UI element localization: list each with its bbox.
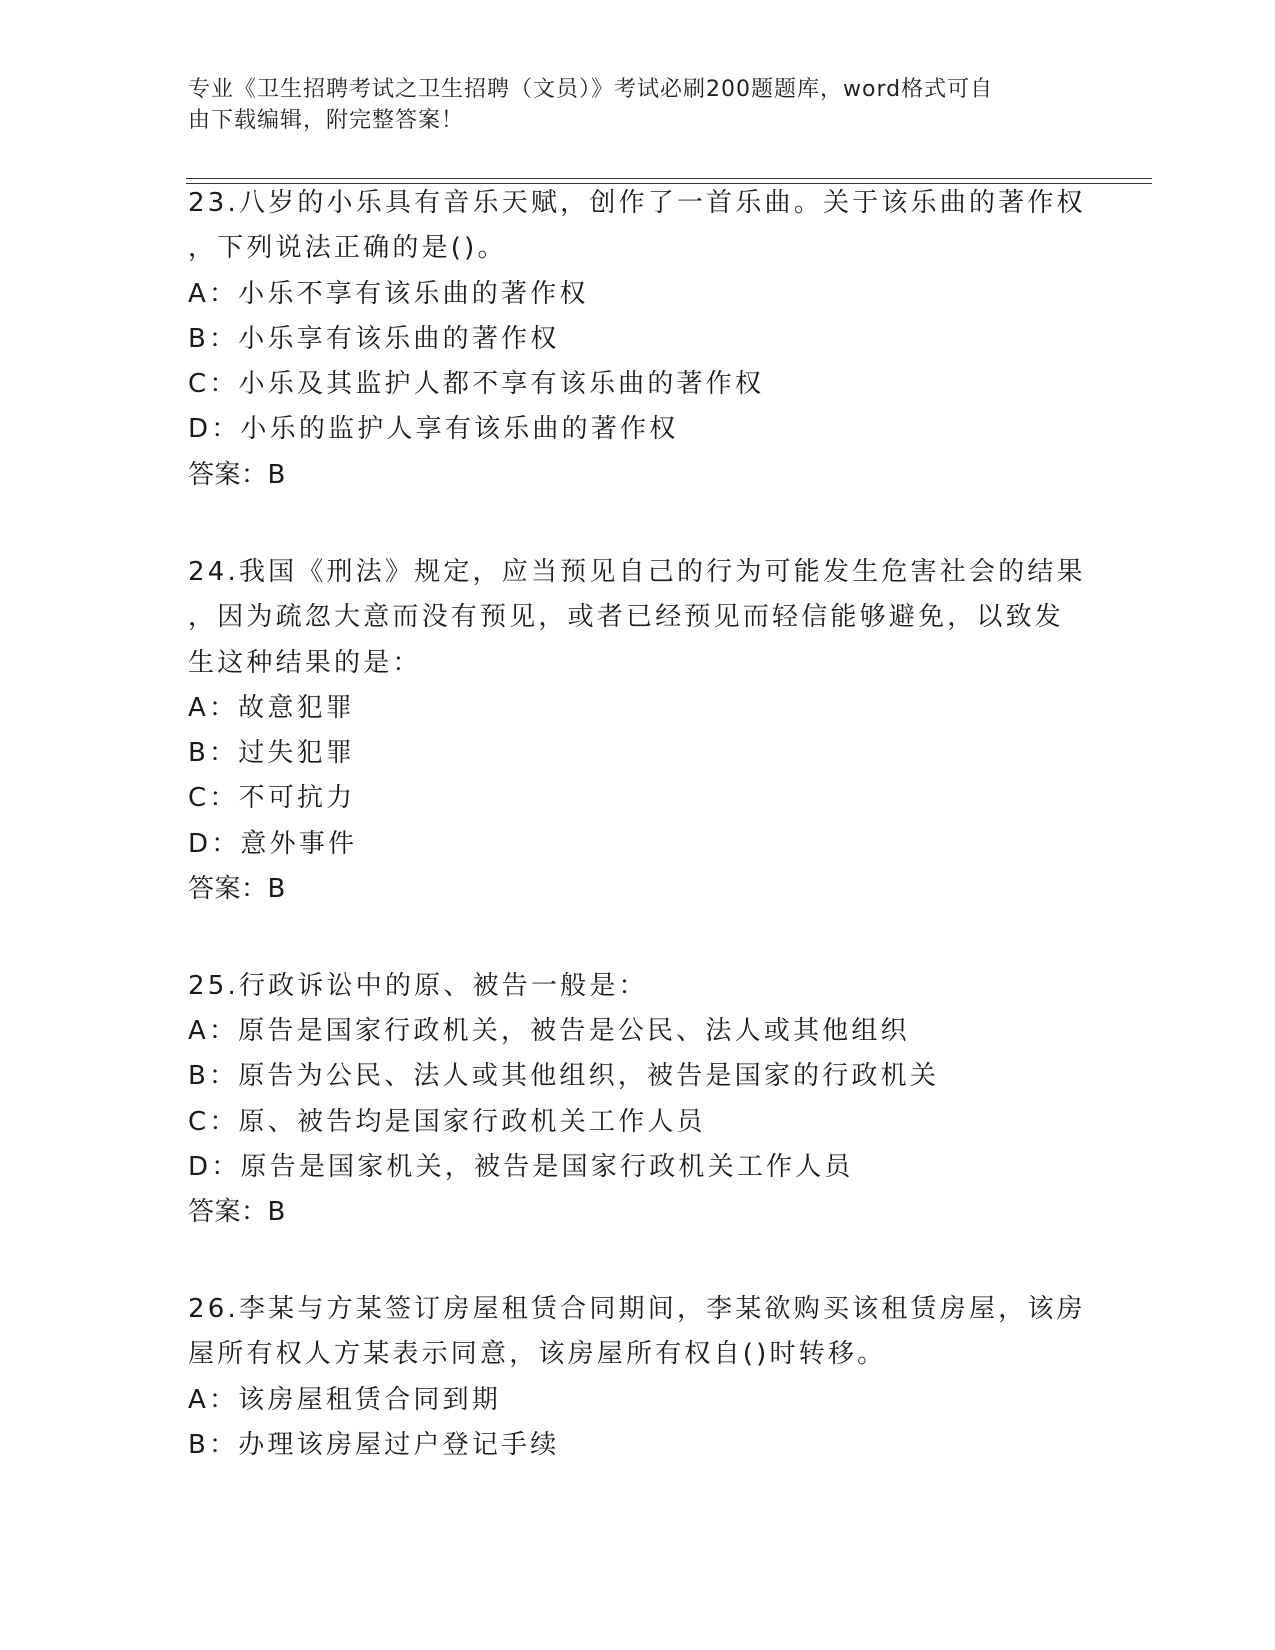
option-b: B：过失犯罪 xyxy=(188,738,356,768)
answer: 答案：B xyxy=(188,1197,286,1227)
option-d: D：小乐的监护人享有该乐曲的著作权 xyxy=(188,414,679,444)
option-a: A：小乐不享有该乐曲的著作权 xyxy=(188,279,589,309)
option-d: D：原告是国家机关，被告是国家行政机关工作人员 xyxy=(188,1152,854,1182)
answer: 答案：B xyxy=(188,460,286,490)
option-c: C：不可抗力 xyxy=(188,783,356,813)
header-line-2: 由下载编辑，附完整答案！ xyxy=(188,108,465,133)
option-b: B：原告为公民、法人或其他组织，被告是国家的行政机关 xyxy=(188,1061,940,1091)
option-a: A：故意犯罪 xyxy=(188,693,355,723)
header-line-1: 专业《卫生招聘考试之卫生招聘（文员）》考试必刷200题题库，word格式可自 xyxy=(188,77,994,102)
question-stem: 屋所有权人方某表示同意，该房屋所有权自()时转移。 xyxy=(188,1339,887,1369)
option-b: B：小乐享有该乐曲的著作权 xyxy=(188,324,560,354)
question-stem: 23.八岁的小乐具有音乐天赋，创作了一首乐曲。关于该乐曲的著作权 xyxy=(188,188,1086,218)
option-c: C：小乐及其监护人都不享有该乐曲的著作权 xyxy=(188,369,765,399)
question-stem: 26.李某与方某签订房屋租赁合同期间，李某欲购买该租赁房屋，该房 xyxy=(188,1294,1086,1324)
question-stem: ，因为疏忽大意而没有预见，或者已经预见而轻信能够避免，以致发 xyxy=(188,602,1065,632)
question-stem: 生这种结果的是： xyxy=(188,648,422,678)
option-a: A：原告是国家行政机关，被告是公民、法人或其他组织 xyxy=(188,1016,910,1046)
document-header xyxy=(188,74,1068,136)
question-stem: 24.我国《刑法》规定，应当预见自己的行为可能发生危害社会的结果 xyxy=(188,557,1086,587)
question-stem: ，下列说法正确的是()。 xyxy=(188,233,507,263)
option-b: B：办理该房屋过户登记手续 xyxy=(188,1430,560,1460)
option-c: C：原、被告均是国家行政机关工作人员 xyxy=(188,1107,706,1137)
header-divider-bottom xyxy=(186,183,1152,184)
option-a: A：该房屋租赁合同到期 xyxy=(188,1385,501,1415)
answer: 答案：B xyxy=(188,874,286,904)
question-stem: 25.行政诉讼中的原、被告一般是： xyxy=(188,971,648,1001)
header-divider-top xyxy=(186,178,1152,179)
option-d: D：意外事件 xyxy=(188,829,358,859)
